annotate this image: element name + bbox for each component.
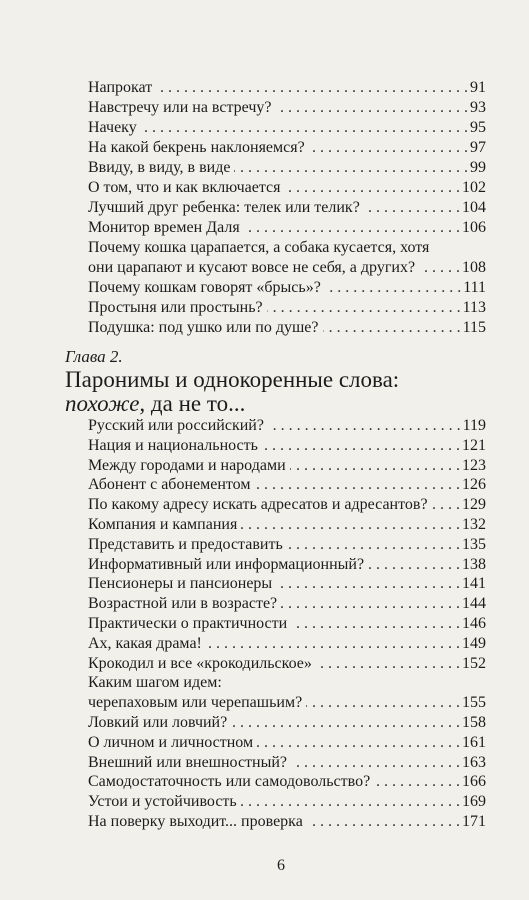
toc-entry-title: Нация и национальность bbox=[88, 436, 258, 454]
toc-entry-page: 97 bbox=[470, 139, 486, 156]
chapter-subtitle-italic: похоже, bbox=[65, 391, 146, 416]
toc-entry-title: Устои и устойчивость bbox=[88, 793, 237, 811]
toc-entry-title: О том, что и как включается bbox=[88, 179, 281, 196]
toc-entry-page: 111 bbox=[463, 279, 486, 296]
toc-entry-page: 113 bbox=[462, 299, 486, 316]
toc-entry-page: 99 bbox=[470, 159, 486, 176]
toc-entry-title: Внешний или внешностный? bbox=[88, 753, 288, 771]
toc-entry bbox=[88, 138, 486, 158]
leader-dots bbox=[307, 812, 460, 832]
toc-entry-title: Информативный или информационный? bbox=[88, 555, 365, 573]
toc-entry-title: Простыня или простынь? bbox=[88, 299, 263, 316]
leader-dots bbox=[276, 574, 460, 594]
toc-entry-page: 144 bbox=[462, 595, 486, 613]
chapter-subtitle-rest: да не то... bbox=[150, 391, 246, 416]
toc-entry-title: Напрокат bbox=[88, 79, 153, 96]
toc-entry bbox=[88, 753, 486, 773]
toc-entry-page: 152 bbox=[462, 654, 486, 672]
leader-dots bbox=[262, 436, 460, 456]
toc-entry-page: 166 bbox=[462, 773, 486, 791]
leader-dots bbox=[374, 772, 460, 792]
toc-entry-title: По какому адресу искать адресатов и адресантов? bbox=[88, 496, 428, 514]
chapter-subtitle bbox=[65, 392, 486, 416]
toc-entry-page: 102 bbox=[462, 179, 486, 196]
leader-dots bbox=[231, 713, 460, 733]
leader-dots bbox=[244, 218, 460, 238]
toc-entry-page: 129 bbox=[462, 496, 486, 514]
toc-entry-page: 141 bbox=[462, 575, 486, 593]
toc-entry-title: Абонент с абонементом bbox=[88, 476, 251, 494]
toc-entry-page: 158 bbox=[462, 713, 486, 731]
toc-entry bbox=[88, 515, 486, 535]
toc-entry bbox=[88, 634, 486, 654]
leader-dots bbox=[287, 535, 460, 555]
toc-entry-title: Ловкий или ловчий? bbox=[88, 713, 228, 731]
toc-entry-line bbox=[88, 238, 486, 258]
toc-entry-page: 91 bbox=[470, 79, 486, 96]
leader-dots bbox=[306, 693, 460, 713]
leader-dots bbox=[316, 654, 460, 674]
toc-entry-line bbox=[88, 673, 486, 693]
chapter-label: Глава 2. bbox=[65, 347, 123, 366]
leader-dots bbox=[285, 178, 460, 198]
toc-entry bbox=[88, 772, 486, 792]
toc-entry bbox=[88, 594, 486, 614]
toc-entry-title: Подушка: под ушко или по душе? bbox=[88, 319, 319, 336]
toc-entry bbox=[88, 436, 486, 456]
toc-entry-page: 132 bbox=[462, 515, 486, 533]
toc-entry-title: Практически о практичности bbox=[88, 614, 288, 632]
toc-entry-page: 95 bbox=[470, 119, 486, 136]
leader-dots bbox=[368, 555, 460, 575]
leader-dots bbox=[141, 118, 468, 138]
toc-entry-title: Ах, какая драма! bbox=[88, 634, 202, 652]
leader-dots bbox=[323, 318, 461, 338]
toc-entry bbox=[88, 158, 486, 178]
toc-entry-page: 126 bbox=[462, 476, 486, 494]
leader-dots bbox=[419, 258, 460, 278]
toc-entry-title: Крокодил и все «крокодильское» bbox=[88, 654, 312, 672]
toc-entry-page: 146 bbox=[462, 614, 486, 632]
toc-entry bbox=[88, 792, 486, 812]
toc-entry-page: 171 bbox=[462, 812, 486, 830]
toc-entry bbox=[88, 475, 486, 495]
toc-entry bbox=[88, 218, 486, 238]
toc-entry bbox=[88, 654, 486, 674]
toc-entry bbox=[88, 456, 486, 476]
toc-entry-line bbox=[88, 693, 486, 713]
page-number: 6 bbox=[277, 857, 285, 874]
toc-entry-page: 155 bbox=[462, 694, 486, 712]
toc-entry bbox=[88, 298, 486, 318]
toc-entry bbox=[88, 318, 486, 338]
toc-entry-title-line: Почему кошка царапается, а собака кусается, хотя bbox=[88, 239, 430, 256]
toc-entry-line bbox=[88, 258, 486, 278]
leader-dots bbox=[291, 614, 460, 634]
toc-entry-page: 135 bbox=[462, 535, 486, 553]
toc-entry-title-line: Каким шагом идем: bbox=[88, 674, 222, 692]
toc-entry-title: Начеку bbox=[88, 119, 137, 136]
toc-entry bbox=[88, 574, 486, 594]
leader-dots bbox=[234, 158, 468, 178]
leader-dots bbox=[364, 198, 460, 218]
toc-entry bbox=[88, 614, 486, 634]
leader-dots bbox=[241, 515, 460, 535]
leader-dots bbox=[241, 792, 460, 812]
toc-entry-title: Русский или российский? bbox=[88, 417, 264, 434]
toc-entry-title-line: черепаховым или черепашьим? bbox=[88, 694, 303, 712]
toc-entry-page: 119 bbox=[462, 417, 486, 434]
toc-entry-title: Лучший друг ребенка: телек или телик? bbox=[88, 199, 360, 216]
toc-list-chapter-2 bbox=[88, 416, 486, 832]
toc-entry-title: Ввиду, в виду, в виде bbox=[88, 159, 231, 176]
leader-dots bbox=[325, 278, 461, 298]
toc-entry bbox=[88, 812, 486, 832]
toc-entry-title: Самодостаточность или самодовольство? bbox=[88, 773, 371, 791]
leader-dots bbox=[257, 733, 460, 753]
leader-dots bbox=[432, 495, 460, 515]
toc-entry-page: 149 bbox=[462, 634, 486, 652]
leader-dots bbox=[281, 594, 460, 614]
toc-entry-page: 123 bbox=[462, 456, 486, 474]
toc-entry bbox=[88, 535, 486, 555]
toc-entry bbox=[88, 178, 486, 198]
leader-dots bbox=[291, 753, 460, 773]
toc-entry bbox=[88, 733, 486, 753]
toc-entry-page: 161 bbox=[462, 733, 486, 751]
toc-entry bbox=[88, 555, 486, 575]
toc-entry-title-line: они царапают и кусают вовсе не себя, а других? bbox=[88, 259, 416, 276]
toc-entry-multiline bbox=[88, 673, 486, 713]
toc-entry-title: Почему кошкам говорят «брысь»? bbox=[88, 279, 321, 296]
toc-entry-page: 104 bbox=[462, 199, 486, 216]
toc-entry-title: Возрастной или в возрасте? bbox=[88, 595, 278, 613]
toc-entry-page: 115 bbox=[462, 319, 486, 336]
toc-entry-page: 106 bbox=[462, 219, 486, 236]
toc-entry-title: На какой бекрень наклоняемся? bbox=[88, 139, 305, 156]
toc-entry-title: О личном и личностном bbox=[88, 733, 254, 751]
toc-entry bbox=[88, 713, 486, 733]
toc-entry bbox=[88, 278, 486, 298]
toc-entry bbox=[88, 495, 486, 515]
toc-entry-multiline bbox=[88, 238, 486, 278]
toc-entry bbox=[88, 118, 486, 138]
toc-entry-page: 108 bbox=[462, 259, 486, 276]
toc-list-preceding-chapter bbox=[88, 78, 486, 338]
toc-entry-title: Пенсионеры и пансионеры bbox=[88, 575, 273, 593]
leader-dots bbox=[268, 416, 461, 436]
toc-entry-page: 163 bbox=[462, 753, 486, 771]
toc-entry bbox=[88, 198, 486, 218]
toc-entry bbox=[88, 416, 486, 436]
leader-dots bbox=[156, 78, 468, 98]
toc-entry-title: Навстречу или на встречу? bbox=[88, 99, 272, 116]
leader-dots bbox=[276, 98, 468, 118]
chapter-heading bbox=[65, 346, 486, 416]
toc-entry-title: Между городами и народами bbox=[88, 456, 286, 474]
leader-dots bbox=[309, 138, 468, 158]
toc-entry-page: 93 bbox=[470, 99, 486, 116]
toc-entry-page: 121 bbox=[462, 436, 486, 454]
leader-dots bbox=[255, 475, 461, 495]
toc-entry-page: 169 bbox=[462, 793, 486, 811]
toc-entry-title: Представить и предоставить bbox=[88, 535, 283, 553]
toc-entry-title: На поверку выходит... проверка bbox=[88, 812, 303, 830]
leader-dots bbox=[206, 634, 460, 654]
toc-entry bbox=[88, 98, 486, 118]
leader-dots bbox=[290, 456, 460, 476]
leader-dots bbox=[267, 298, 461, 318]
toc-entry-page: 138 bbox=[462, 555, 486, 573]
toc-entry-title: Компания и кампания bbox=[88, 515, 238, 533]
toc-entry-title: Монитор времен Даля bbox=[88, 219, 240, 236]
chapter-title: Паронимы и однокоренные слова: bbox=[65, 367, 400, 392]
toc-entry bbox=[88, 78, 486, 98]
